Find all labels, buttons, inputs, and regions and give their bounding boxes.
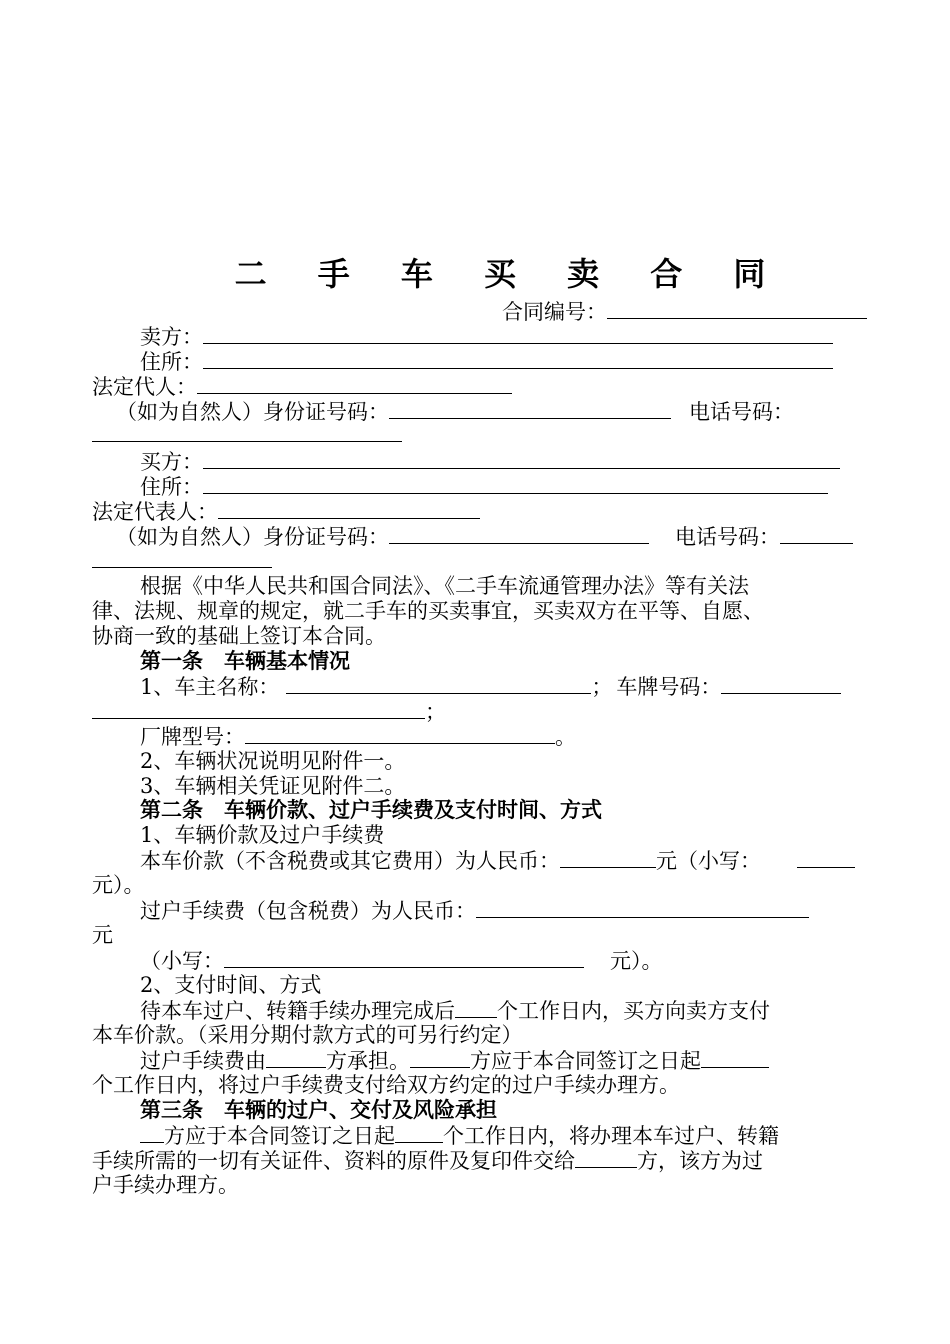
fee-days-field[interactable] [701, 1047, 769, 1068]
seller-phone-label: 电话号码： [689, 400, 794, 424]
seller-address-label: 住所： [140, 350, 203, 374]
plate-field-continued[interactable] [92, 698, 425, 719]
fee-small-line [140, 947, 663, 973]
brand-field[interactable] [245, 723, 555, 744]
seller-line [140, 323, 833, 349]
price-end: 元）。 [92, 873, 145, 897]
seller-legal-rep-field[interactable] [197, 373, 512, 394]
contract-number-line [502, 298, 867, 324]
buyer-address-field[interactable] [203, 473, 828, 494]
seller-label: 卖方： [140, 325, 203, 349]
fee-bearer-line [140, 1047, 769, 1073]
fee-label: 过户手续费（包含税费）为人民币： [140, 899, 476, 923]
fee-bearer-text-c: 方应于本合同签订之日起 [470, 1049, 701, 1073]
fee-bearer-text-b: 方承担。 [326, 1049, 410, 1073]
article3-text-b: 个工作日内，将办理本车过户、转籍 [443, 1124, 779, 1148]
buyer-phone-label: 电话号码： [675, 525, 780, 549]
owner-field[interactable] [286, 673, 591, 694]
buyer-field[interactable] [203, 448, 840, 469]
buyer-legal-rep-line [92, 498, 480, 524]
preamble-line-2: 律、法规、规章的规定，就二手车的买卖事宜，买卖双方在平等、自愿、 [92, 599, 764, 623]
payment-days-field[interactable] [455, 997, 497, 1018]
article3-heading: 第三条 车辆的过户、交付及风险承担 [140, 1097, 497, 1122]
price-label: 本车价款（不含税费或其它费用）为人民币： [140, 849, 560, 873]
article3-text-d: 方，该方为过 [637, 1149, 763, 1173]
fee-bearer-text-a: 过户手续费由 [140, 1049, 266, 1073]
fee-small-end: 元）。 [610, 949, 663, 973]
article1-item-2: 2、车辆状况说明见附件一。 [140, 749, 406, 773]
payment-text-b: 个工作日内，买方向卖方支付 [497, 999, 770, 1023]
price-small-field[interactable] [797, 847, 855, 868]
owner-line [140, 673, 841, 699]
buyer-id-line [116, 523, 853, 549]
price-unit: 元（小写： [656, 849, 761, 873]
buyer-phone-field-continued[interactable] [92, 567, 272, 568]
payment-text-a: 待本车过户、转籍手续办理完成后 [140, 999, 455, 1023]
article3-line-3: 户手续办理方。 [92, 1173, 239, 1197]
seller-address-field[interactable] [203, 348, 833, 369]
owner-label: 1、车主名称： [140, 675, 280, 699]
payment-text-c: 本车价款。（采用分期付款方式的可另行约定） [92, 1023, 523, 1047]
seller-legal-rep-line [92, 373, 512, 399]
plate-line-2 [92, 698, 446, 724]
plate-label: 车牌号码： [616, 675, 722, 699]
brand-line [140, 723, 576, 749]
transfer-days-field[interactable] [395, 1122, 443, 1143]
fee-payer-field[interactable] [410, 1047, 470, 1068]
buyer-line [140, 448, 840, 474]
buyer-label: 买方： [140, 450, 203, 474]
fee-field[interactable] [476, 897, 809, 918]
preamble-line-3: 协商一致的基础上签订本合同。 [92, 624, 386, 648]
buyer-id-label: （如为自然人）身份证号码： [116, 525, 389, 549]
article3-text-a: 方应于本合同签订之日起 [164, 1124, 395, 1148]
seller-phone-field[interactable] [92, 441, 402, 442]
buyer-address-label: 住所： [140, 475, 203, 499]
article3-line-1 [140, 1122, 779, 1148]
seller-field[interactable] [203, 323, 833, 344]
contract-number-label: 合同编号： [502, 300, 607, 324]
price-field[interactable] [560, 847, 656, 868]
preamble-line-1: 根据《中华人民共和国合同法》、《二手车流通管理办法》等有关法 [140, 574, 749, 598]
fee-unit: 元 [92, 923, 113, 947]
buyer-legal-rep-field[interactable] [218, 498, 480, 519]
article1-item-3: 3、车辆相关凭证见附件二。 [140, 774, 406, 798]
fee-bearer-text-d: 个工作日内，将过户手续费支付给双方约定的过户手续办理方。 [92, 1073, 680, 1097]
fee-bearer-field[interactable] [266, 1047, 326, 1068]
price-line [140, 847, 855, 873]
payment-line [140, 997, 770, 1023]
seller-address-line [140, 348, 833, 374]
seller-id-field[interactable] [389, 398, 671, 419]
page-title: 二 手 车 买 卖 合 同 [234, 255, 786, 293]
article2-heading: 第二条 车辆价款、过户手续费及支付时间、方式 [140, 797, 602, 822]
seller-id-label: （如为自然人）身份证号码： [116, 400, 389, 424]
seller-id-line [116, 398, 794, 424]
plate-field[interactable] [721, 673, 841, 694]
buyer-legal-rep-label: 法定代表人： [92, 500, 218, 524]
buyer-phone-field[interactable] [780, 523, 853, 544]
contract-number-field[interactable] [607, 298, 867, 319]
brand-period: 。 [555, 725, 576, 749]
fee-line [140, 897, 809, 923]
fee-small-label: （小写： [140, 949, 224, 973]
plate-semicolon: ； [425, 700, 446, 724]
article2-sub-2: 2、支付时间、方式 [140, 973, 322, 997]
brand-label: 厂牌型号： [140, 725, 245, 749]
article3-text-c: 手续所需的一切有关证件、资料的原件及复印件交给 [92, 1149, 575, 1173]
transfer-party-field[interactable] [140, 1122, 164, 1143]
seller-legal-rep-label: 法定代人： [92, 375, 197, 399]
fee-small-field[interactable] [224, 947, 584, 968]
buyer-address-line [140, 473, 828, 499]
article2-sub-1: 1、车辆价款及过户手续费 [140, 823, 385, 847]
handover-party-field[interactable] [575, 1147, 637, 1168]
article1-heading: 第一条 车辆基本情况 [140, 648, 350, 673]
owner-semicolon: ； [591, 675, 613, 699]
article3-line-2 [92, 1147, 763, 1173]
buyer-id-field[interactable] [389, 523, 649, 544]
